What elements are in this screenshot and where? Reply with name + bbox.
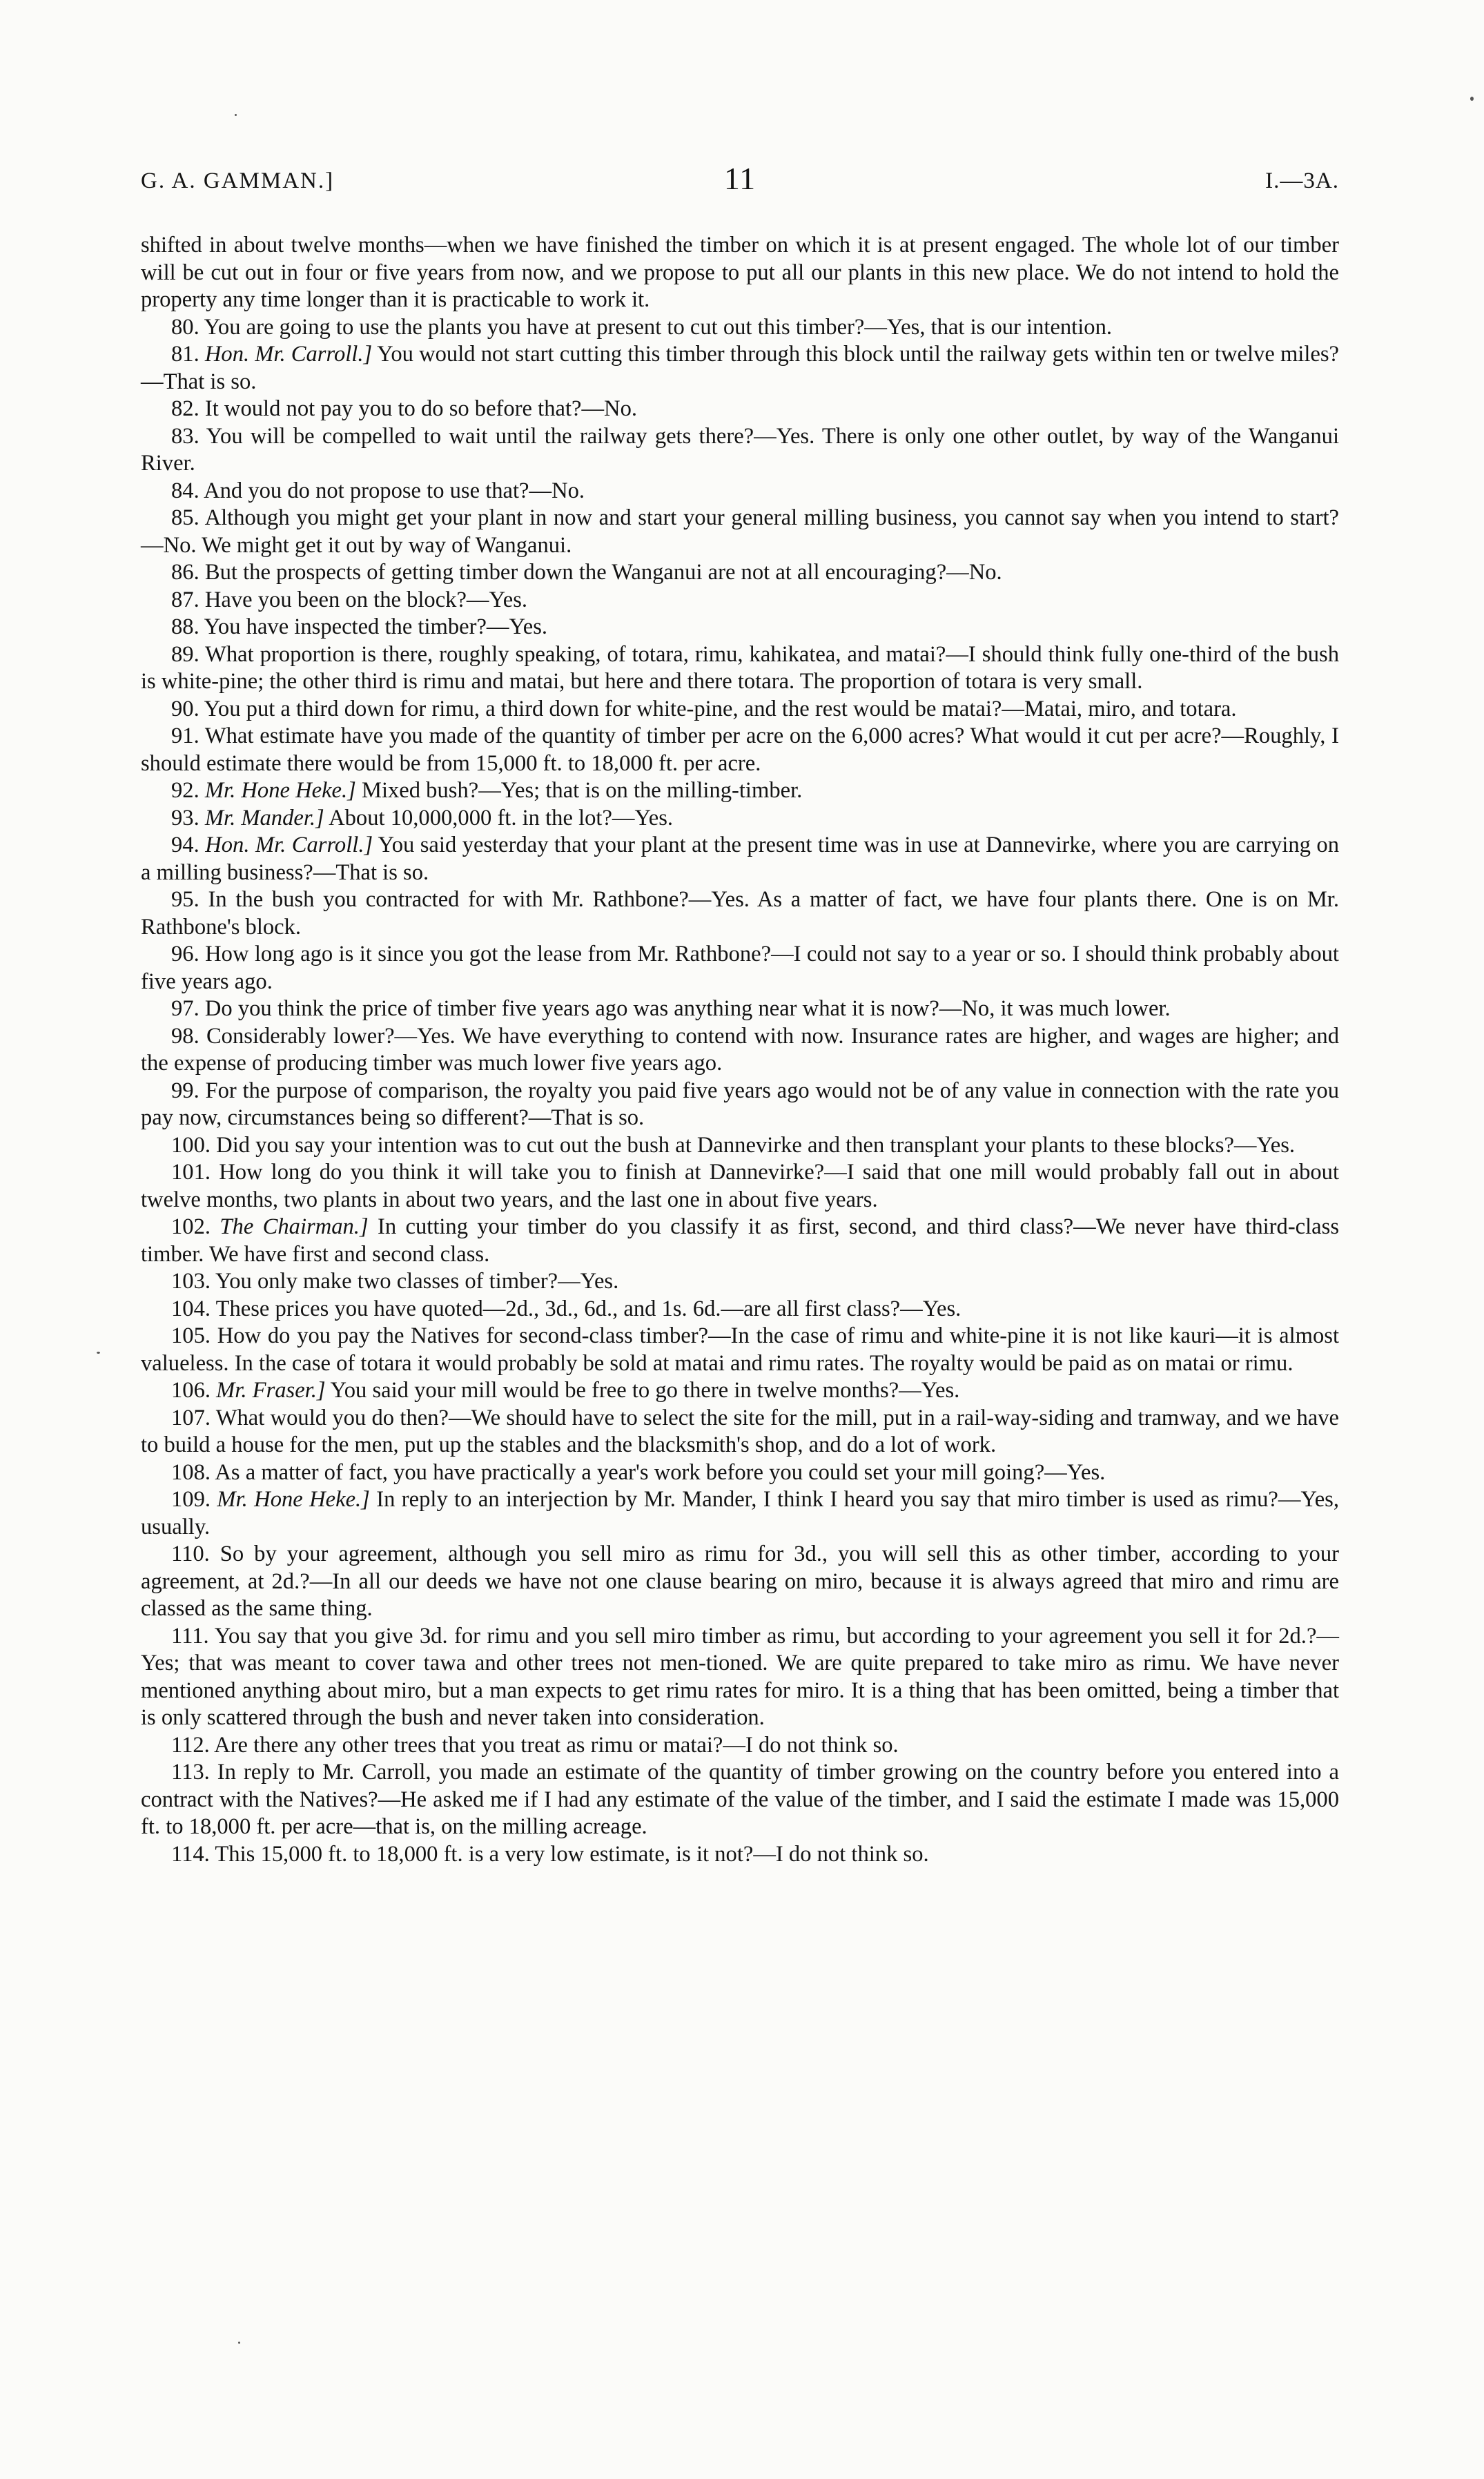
- transcript-paragraph: [141, 777, 1339, 805]
- question-number: 86.: [171, 560, 199, 585]
- paragraph-text: What proportion is there, roughly speaking, of totara, rimu, kahikatea, and matai?—I should think fully one-third of the bush is white-pine; the other third is rimu and matai, but here and there totara. The proportion of totara is very small.: [141, 641, 1339, 694]
- question-number: 103.: [171, 1269, 211, 1294]
- paragraph-text: How do you pay the Natives for second-class timber?—In the case of rimu and white-pine it is not like kauri—it is almost valueless. In the case of totara it would probably be sold at matai and rimu rates. The royalty would be paid as on matai or rimu.: [141, 1323, 1339, 1376]
- paragraph-text: Considerably lower?—Yes. We have everything to contend with now. Insurance rates are higher, and wages are higher; and the expense of producing timber was much lower five years ago.: [141, 1023, 1339, 1076]
- question-number: 104.: [171, 1296, 211, 1321]
- paragraph-text: Have you been on the block?—Yes.: [204, 587, 528, 612]
- question-number: 112.: [171, 1732, 210, 1758]
- paragraph-text: Do you think the price of timber five years ago was anything near what it is now?—No, it was much lower.: [204, 996, 1171, 1021]
- transcript-paragraph: [141, 1377, 1339, 1405]
- transcript-paragraph: [141, 1841, 1339, 1869]
- transcript-paragraph: [141, 805, 1339, 833]
- transcript-paragraph: [141, 505, 1339, 559]
- question-number: 108.: [171, 1459, 211, 1485]
- scan-speck: [238, 2342, 240, 2344]
- question-number: 113.: [171, 1760, 210, 1785]
- transcript-paragraph: [141, 587, 1339, 614]
- question-number: 102.: [171, 1214, 211, 1239]
- transcript-paragraph: [141, 1541, 1339, 1623]
- question-number: 90.: [171, 696, 199, 721]
- paragraph-text: As a matter of fact, you have practically a year's work before you could set your mill going?—Yes.: [215, 1459, 1106, 1485]
- transcript-paragraph: [141, 1732, 1339, 1760]
- transcript-paragraph: [141, 1078, 1339, 1132]
- header-witness-name: G. A. GAMMAN.]: [141, 168, 335, 193]
- paragraph-text: What estimate have you made of the quantity of timber per acre on the 6,000 acres? What would it cut per acre?—Roughly, I should estimate there would be from 15,000 ft. to 18,000 ft. per acre.: [141, 723, 1339, 776]
- transcript-paragraph: [141, 886, 1339, 941]
- document-page: [141, 160, 1339, 1868]
- question-number: 95.: [171, 887, 199, 912]
- question-number: 81.: [171, 342, 199, 367]
- question-number: 80.: [171, 314, 199, 340]
- transcript-paragraph: [141, 1268, 1339, 1296]
- paragraph-text: You say that you give 3d. for rimu and you sell miro timber as rimu, but according to your agreement you sell it for 2d.?—Yes; that was meant to cover tawa and other trees not men-tioned. We are quite prepared to take miro as rimu. We have never mentioned anything about miro, but a man expects to get rimu rates for miro. It is a thing that has been omitted, being a timber that is only scattered through the bush and never taken into consideration.: [141, 1623, 1339, 1730]
- paragraph-text: For the purpose of comparison, the royalty you paid five years ago would not be of any value in connection with the rate you pay now, circumstances being so different?—That is so.: [141, 1078, 1339, 1130]
- page-number: 11: [723, 161, 756, 196]
- transcript-paragraph: [141, 723, 1339, 777]
- paragraph-text: In the bush you contracted for with Mr. Rathbone?—Yes. As a matter of fact, we have four plants there. One is on Mr. Rathbone's block.: [141, 887, 1339, 940]
- paragraph-text: You have inspected the timber?—Yes.: [204, 614, 548, 639]
- question-number: 107.: [171, 1405, 211, 1430]
- paragraph-text: You put a third down for rimu, a third down for white-pine, and the rest would be matai?—Matai, miro, and totara.: [204, 696, 1237, 721]
- evidence-transcript: [141, 232, 1339, 1868]
- paragraph-text: You will be compelled to wait until the railway gets there?—Yes. There is only one other outlet, by way of the Wanganui River.: [141, 423, 1339, 476]
- transcript-paragraph: [141, 1405, 1339, 1459]
- question-number: 106.: [171, 1378, 211, 1403]
- transcript-paragraph: [141, 1023, 1339, 1078]
- speaker-name: Hon. Mr. Carroll.]: [205, 833, 373, 857]
- transcript-paragraph: [141, 941, 1339, 995]
- transcript-paragraph: [141, 614, 1339, 641]
- question-number: 100.: [171, 1132, 211, 1158]
- paragraph-text: shifted in about twelve months—when we have finished the timber on which it is at present engaged. The whole lot of our timber will be cut out in four or five years from now, and we propose to put all our plants in this new place. We do not intend to hold the property any time longer than it is practicable to work it.: [141, 233, 1339, 312]
- paragraph-text: It would not pay you to do so before that?—No.: [204, 396, 638, 421]
- scan-speck: [1470, 97, 1474, 101]
- paragraph-text: Did you say your intention was to cut out the bush at Dannevirke and then transplant your plants to these blocks?—Yes.: [216, 1132, 1296, 1158]
- transcript-paragraph: [141, 832, 1339, 886]
- question-number: 109.: [171, 1487, 211, 1512]
- transcript-paragraph: [141, 1623, 1339, 1732]
- transcript-paragraph: [141, 341, 1339, 396]
- question-number: 98.: [171, 1023, 199, 1049]
- paragraph-text: Although you might get your plant in now and start your general milling business, you cannot say when you intend to start?—No. We might get it out by way of Wanganui.: [141, 505, 1339, 558]
- transcript-paragraph: [141, 1486, 1339, 1541]
- scan-speck: [97, 1352, 100, 1354]
- paragraph-text: About 10,000,000 ft. in the lot?—Yes.: [329, 805, 674, 830]
- question-number: 84.: [171, 478, 199, 503]
- transcript-paragraph: [141, 314, 1339, 342]
- transcript-paragraph: [141, 995, 1339, 1023]
- transcript-paragraph: [141, 396, 1339, 423]
- paragraph-text: This 15,000 ft. to 18,000 ft. is a very low estimate, is it not?—I do not think so.: [215, 1841, 929, 1867]
- paragraph-text: So by your agreement, although you sell miro as rimu for 3d., you will sell this as other timber, according to your agreement, at 2d.?—In all our deeds we have not one clause bearing on miro, because it is always agreed that miro and rimu are classed as the same thing.: [141, 1542, 1339, 1621]
- paragraph-text: In reply to an interjection by Mr. Mander, I think I heard you say that miro timber is used as rimu?—Yes, usually.: [141, 1487, 1339, 1539]
- question-number: 105.: [171, 1323, 211, 1348]
- question-number: 110.: [171, 1542, 210, 1566]
- question-number: 91.: [171, 723, 199, 748]
- paragraph-text: You would not start cutting this timber through this block until the railway gets within ten or twelve miles?—That is so.: [141, 342, 1339, 394]
- paragraph-text: How long do you think it will take you to finish at Dannevirke?—I said that one mill would probably fall out in about twelve months, two plants in about two years, and the last one in about five years.: [141, 1160, 1340, 1212]
- question-number: 88.: [171, 614, 199, 639]
- transcript-paragraph: [141, 696, 1339, 723]
- paragraph-text: Are there any other trees that you treat as rimu or matai?—I do not think so.: [214, 1732, 899, 1758]
- speaker-name: Mr. Mander.]: [204, 805, 324, 830]
- question-number: 99.: [171, 1078, 199, 1103]
- speaker-name: Mr. Hone Heke.]: [204, 778, 356, 803]
- question-number: 96.: [171, 942, 199, 966]
- transcript-paragraph: [141, 1132, 1339, 1160]
- question-number: 94.: [171, 833, 199, 857]
- question-number: 89.: [171, 641, 199, 667]
- transcript-paragraph: [141, 1323, 1339, 1377]
- question-number: 85.: [171, 505, 199, 530]
- question-number: 83.: [171, 423, 199, 449]
- speaker-name: Mr. Hone Heke.]: [217, 1487, 370, 1512]
- transcript-paragraph: [141, 1459, 1339, 1487]
- question-number: 101.: [171, 1160, 211, 1185]
- question-number: 82.: [171, 396, 199, 421]
- transcript-paragraph: [141, 1214, 1339, 1268]
- transcript-paragraph: [141, 478, 1339, 505]
- paragraph-text: You said yesterday that your plant at the present time was in use at Dannevirke, where you are carrying on a milling business?—That is so.: [141, 833, 1339, 885]
- transcript-paragraph: [141, 641, 1339, 696]
- transcript-paragraph: [141, 1296, 1339, 1323]
- transcript-paragraph: [141, 423, 1339, 478]
- paragraph-text: You are going to use the plants you have at present to cut out this timber?—Yes, that is our intention.: [204, 314, 1113, 340]
- speaker-name: Mr. Fraser.]: [216, 1378, 326, 1403]
- question-number: 114.: [171, 1841, 210, 1867]
- paragraph-text: But the prospects of getting timber down the Wanganui are not at all encouraging?—No.: [204, 560, 1002, 585]
- paragraph-text: How long ago is it since you got the lease from Mr. Rathbone?—I could not say to a year or so. I should think probably about five years ago.: [141, 942, 1339, 994]
- question-number: 97.: [171, 996, 199, 1021]
- transcript-paragraph: [141, 559, 1339, 587]
- paragraph-text: You only make two classes of timber?—Yes.: [215, 1269, 619, 1294]
- transcript-paragraph: [141, 1759, 1339, 1841]
- header-paper-reference: I.—3A.: [1265, 168, 1339, 193]
- scan-speck: [235, 114, 237, 116]
- paragraph-text: In cutting your timber do you classify it as first, second, and third class?—We never have third-class timber. We have first and second class.: [141, 1214, 1339, 1267]
- paragraph-text: In reply to Mr. Carroll, you made an estimate of the quantity of timber growing on the country before you entered into a contract with the Natives?—He asked me if I had any estimate of the value of the timber, and I said the estimate I made was 15,000 ft. to 18,000 ft. per acre—that is, on the milling acreage.: [141, 1760, 1339, 1839]
- paragraph-text: And you do not propose to use that?—No.: [204, 478, 585, 503]
- transcript-paragraph: [141, 232, 1339, 314]
- paragraph-text: Mixed bush?—Yes; that is on the milling-timber.: [361, 778, 803, 803]
- question-number: 92.: [171, 778, 199, 803]
- running-header: [141, 160, 1339, 202]
- paragraph-text: You said your mill would be free to go there in twelve months?—Yes.: [330, 1378, 960, 1403]
- question-number: 87.: [171, 587, 199, 612]
- question-number: 93.: [171, 805, 199, 830]
- speaker-name: Hon. Mr. Carroll.]: [204, 342, 373, 367]
- question-number: 111.: [171, 1623, 209, 1649]
- paragraph-text: What would you do then?—We should have to select the site for the mill, put in a rail-way-siding and tramway, and we have to build a house for the men, put up the stables and the blacksmith's shop, and do a lot of work.: [141, 1405, 1339, 1457]
- transcript-paragraph: [141, 1159, 1339, 1214]
- paragraph-text: These prices you have quoted—2d., 3d., 6d., and 1s. 6d.—are all first class?—Yes.: [215, 1296, 961, 1321]
- speaker-name: The Chairman.]: [219, 1214, 369, 1239]
